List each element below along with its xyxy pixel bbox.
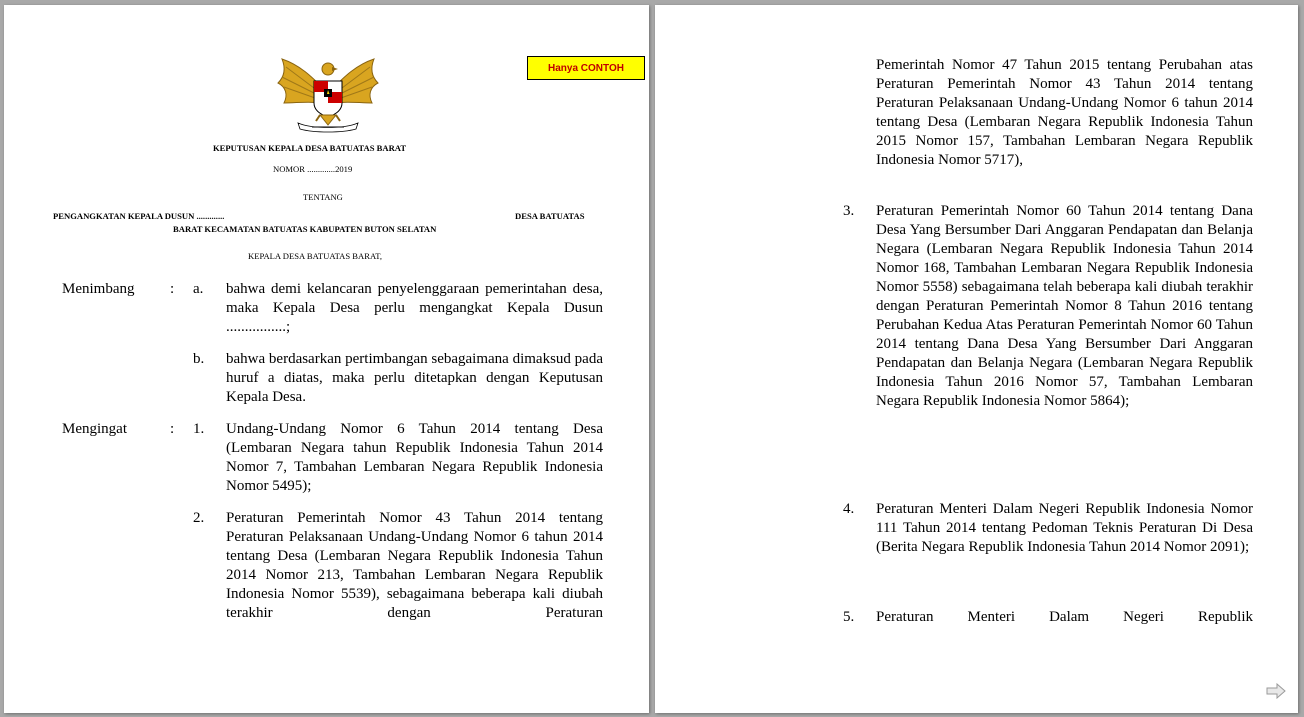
item-marker: 1. — [193, 421, 205, 437]
document-page-1 — [4, 5, 649, 713]
next-page-arrow-icon[interactable] — [1266, 683, 1286, 699]
menimbang-item-a: bahwa demi kelancaran penyelenggaraan pemerintahan desa, maka Kepala Desa perlu mengangkat Kepala Dusun ................; — [226, 281, 603, 335]
item-marker: 3. — [843, 203, 855, 219]
menimbang-item-b: bahwa berdasarkan pertimbangan sebagaimana dimaksud pada huruf a diatas, maka perlu ditetapkan dengan Keputusan Kepala Desa. — [226, 351, 603, 405]
mengingat-item-5: Peraturan Menteri Dalam Negeri Republik — [876, 609, 1253, 625]
mengingat-item-2: Peraturan Pemerintah Nomor 43 Tahun 2014 tentang Peraturan Pelaksanaan Undang-Undang Nomor 6 tahun 2014 tentang Desa (Lembaran Negara Republik Indonesia Tahun 2014 Nomor 213, Tambahan Lembaran Negara Republik Indonesia Nomor 5539), sebagaimana beberapa kali diubah terakhir dengan Peraturan — [226, 510, 603, 621]
mengingat-item-3: Peraturan Pemerintah Nomor 60 Tahun 2014 tentang Dana Desa Yang Bersumber Dari Anggaran Pendapatan dan Belanja Negara (Lembaran Negara Republik Indonesia Tahun 2014 Nomor 168, Tambahan Lembaran Negara Republik Indonesia Nomor 5558) sebagaimana telah beberapa kali diubah terakhir dengan Peraturan Pemerintah Nomor 8 Tahun 2016 tentang Perubahan Kedua Atas Peraturan Pemerintah Nomor 60 Tahun 2014 tentang Dana Desa Yang Bersumber Dari Anggaran Pendapatan dan Belanja Negara (Lembaran Negara Republik Indonesia Tahun 2016 Nomor 57, Tambahan Lembaran Negara Republik Indonesia Nomor 5864); — [876, 203, 1253, 409]
item-marker: b. — [193, 351, 205, 367]
mengingat-label: Mengingat — [62, 421, 127, 437]
subject-line-1-right: DESA BATUATAS — [515, 211, 585, 221]
subject-line-1-left: PENGANGKATAN KEPALA DUSUN ............. — [53, 211, 225, 221]
decree-number: NOMOR .............2019 — [273, 164, 353, 174]
mengingat-item-2-continued: Pemerintah Nomor 47 Tahun 2015 tentang Perubahan atas Peraturan Pemerintah Nomor 43 Tahun 2014 tentang Peraturan Pelaksanaan Undang-Undang Nomor 6 tahun 2014 tentang Desa (Lembaran Negara Republik Indonesia Tahun 2015 Nomor 157, Tambahan Lembaran Negara Republik Indonesia Nomor 5717), — [876, 57, 1253, 168]
mengingat-item-4: Peraturan Menteri Dalam Negeri Republik Indonesia Nomor 111 Tahun 2014 tentang Pedoman Teknis Peraturan Di Desa (Berita Negara Republik Indonesia Tahun 2014 Nomor 2091); — [876, 501, 1253, 555]
tentang-heading: TENTANG — [303, 192, 343, 202]
item-marker: 5. — [843, 609, 855, 625]
item-marker: a. — [193, 281, 204, 297]
sample-stamp: Hanya CONTOH — [527, 56, 645, 80]
document-page-2 — [655, 5, 1298, 713]
item-marker: 4. — [843, 501, 855, 517]
menimbang-label: Menimbang — [62, 281, 135, 297]
mengingat-item-1: Undang-Undang Nomor 6 Tahun 2014 tentang Desa (Lembaran Negara tahun Republik Indonesia Tahun 2014 Nomor 7, Tambahan Lembaran Negara Republik Indonesia Nomor 5495); — [226, 421, 603, 494]
item-marker: 2. — [193, 510, 205, 526]
menimbang-colon: : — [170, 281, 175, 297]
issuer-line: KEPALA DESA BATUATAS BARAT, — [248, 251, 382, 261]
garuda-emblem-icon — [272, 55, 384, 133]
decree-title: KEPUTUSAN KEPALA DESA BATUATAS BARAT — [213, 143, 407, 153]
subject-line-2: BARAT KECAMATAN BATUATAS KABUPATEN BUTON SELATAN — [173, 224, 437, 234]
mengingat-colon: : — [170, 421, 175, 437]
